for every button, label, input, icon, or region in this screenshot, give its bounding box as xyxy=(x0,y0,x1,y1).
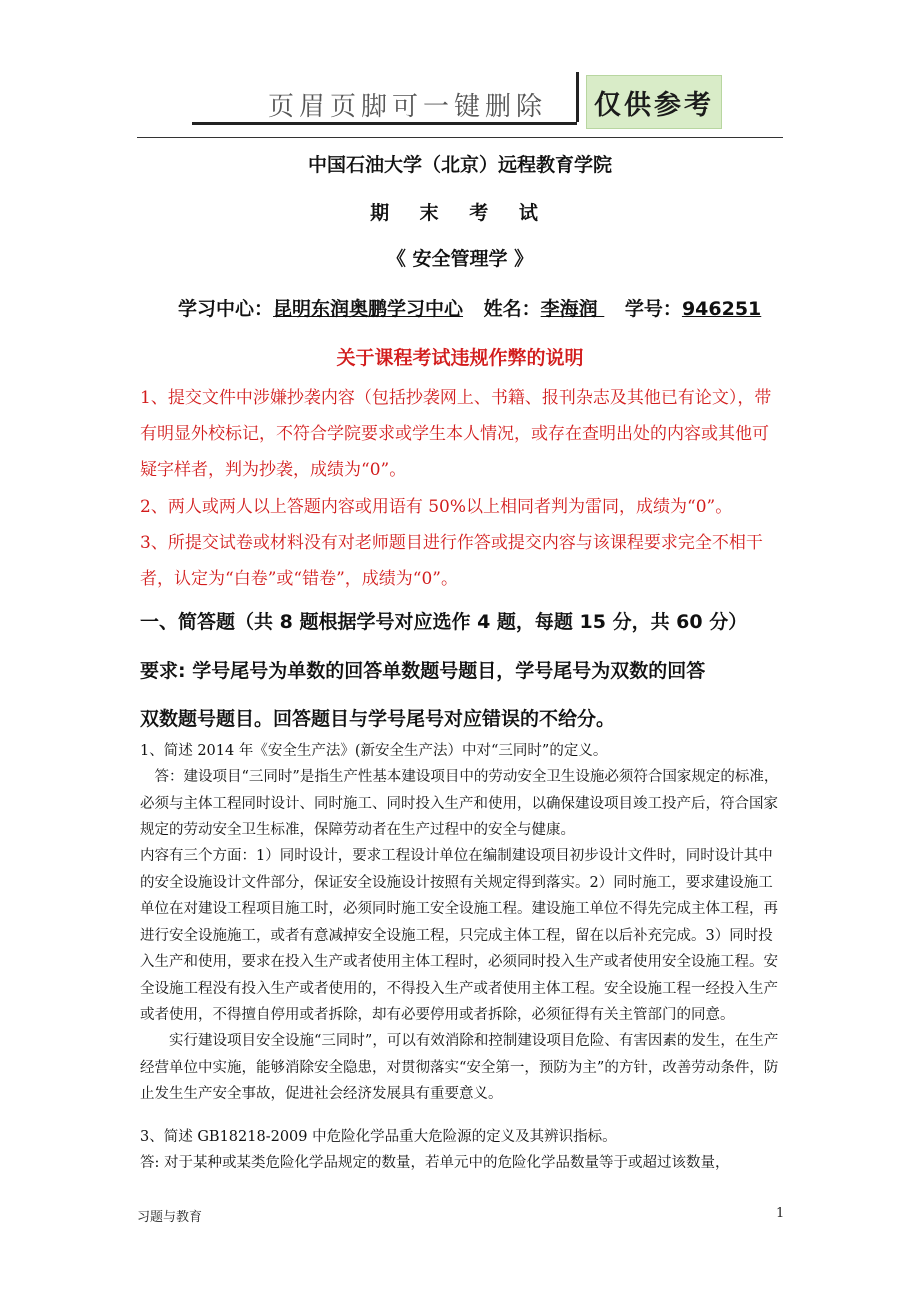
notice-title: 关于课程考试违规作弊的说明 xyxy=(336,347,584,369)
banner-divider xyxy=(576,72,579,122)
answer-1-paragraph-1: 答：建设项目“三同时”是指生产性基本建设项目中的劳动安全卫生设施必须符合国家规定的标准，必须与主体工程同时设计、同时施工、同时投入生产和使用，以确保建设项目竣工投产后，符合国家规定的劳动安全卫生标准，保障劳动者在生产过程中的安全与健康。 xyxy=(140,769,779,838)
header-rule xyxy=(137,137,783,138)
notice-item-2: 2、两人或两人以上答题内容或用语有 50%以上相同者判为雷同，成绩为“0”。 xyxy=(140,497,733,517)
footer-text: 习题与教育 xyxy=(137,1210,203,1225)
student-id-value: 946251 xyxy=(681,298,762,320)
name-label: 姓名： xyxy=(483,298,541,320)
question-3: 3、简述 GB18218-2009 中危险化学品重大危险源的定义及其辨识指标。 xyxy=(140,1129,617,1145)
name-value: 李海润 xyxy=(540,298,605,320)
student-id-label: 学号： xyxy=(624,298,682,320)
exam-title: 期 末 考 试 xyxy=(370,202,550,224)
course-title: 《 安全管理学 》 xyxy=(386,248,534,270)
notice-item-3: 3、所提交试卷或材料没有对老师题目进行作答或提交内容与该课程要求完全不相干者，认定为“白卷”或“错卷”，成绩为“0”。 xyxy=(140,533,763,589)
answer-1-paragraph-3: 实行建设项目安全设施“三同时”，可以有效消除和控制建设项目危险、有害因素的发生，在生产经营单位中实施，能够消除安全隐患，对贯彻落实“安全第一，预防为主”的方针，改善劳动条件，防止发生生产安全事故，促进社会经济发展具有重要意义。 xyxy=(140,1033,779,1102)
reference-only-badge: 仅供参考 xyxy=(586,75,722,129)
school-title: 中国石油大学（北京）远程教育学院 xyxy=(307,154,612,176)
requirement-line-2: 双数题号题目。回答题目与学号尾号对应错误的不给分。 xyxy=(140,708,616,730)
question-1: 1、简述 2014 年《安全生产法》(新安全生产法）中对“三同时”的定义。 xyxy=(140,743,608,759)
notice-item-1: 1、提交文件中涉嫌抄袭内容（包括抄袭网上、书籍、报刊杂志及其他已有论文），带有明显外校标记，不符合学院要求或学生本人情况，或存在查明出处的内容或其他可疑字样者，判为抄袭，成绩为“0”。 xyxy=(140,388,772,480)
answer-3-paragraph-1: 答: 对于某种或某类危险化学品规定的数量，若单元中的危险化学品数量等于或超过该数量， xyxy=(140,1155,730,1171)
learning-center-value: 昆明东润奥鹏学习中心 xyxy=(273,298,464,320)
header-banner-text: 页眉页脚可一键删除 xyxy=(268,91,548,122)
banner-underline xyxy=(192,122,577,125)
answer-1-paragraph-2: 内容有三个方面：1）同时设计，要求工程设计单位在编制建设项目初步设计文件时，同时设计其中的安全设施设计文件部分，保证安全设施设计按照有关规定得到落实。2）同时施工，要求建设施工单位在对建设工程项目施工时，必须同时施工安全设施工程。建设施工单位不得先完成主体工程，再进行安全设施施工，或者有意减掉安全设施工程，只完成主体工程，留在以后补充完成。3）同时投入生产和使用，要求在投入生产或者使用主体工程时，必须同时投入生产或者使用安全设施工程。安全设施工程没有投入生产或者使用的，不得投入生产或者使用主体工程。安全设施工程一经投入生产或者使用，不得擅自停用或者拆除，却有必要停用或者拆除，必须征得有关主管部门的同意。 xyxy=(140,848,778,1023)
student-info-line xyxy=(178,294,761,321)
requirement-line-1: 要求: 学号尾号为单数的回答单数题号题目，学号尾号为双数的回答 xyxy=(140,660,706,682)
page-number: 1 xyxy=(776,1206,785,1221)
learning-center-label: 学习中心： xyxy=(178,298,274,320)
section-heading: 一、简答题（共 8 题根据学号对应选作 4 题，每题 15 分，共 60 分） xyxy=(140,611,748,633)
